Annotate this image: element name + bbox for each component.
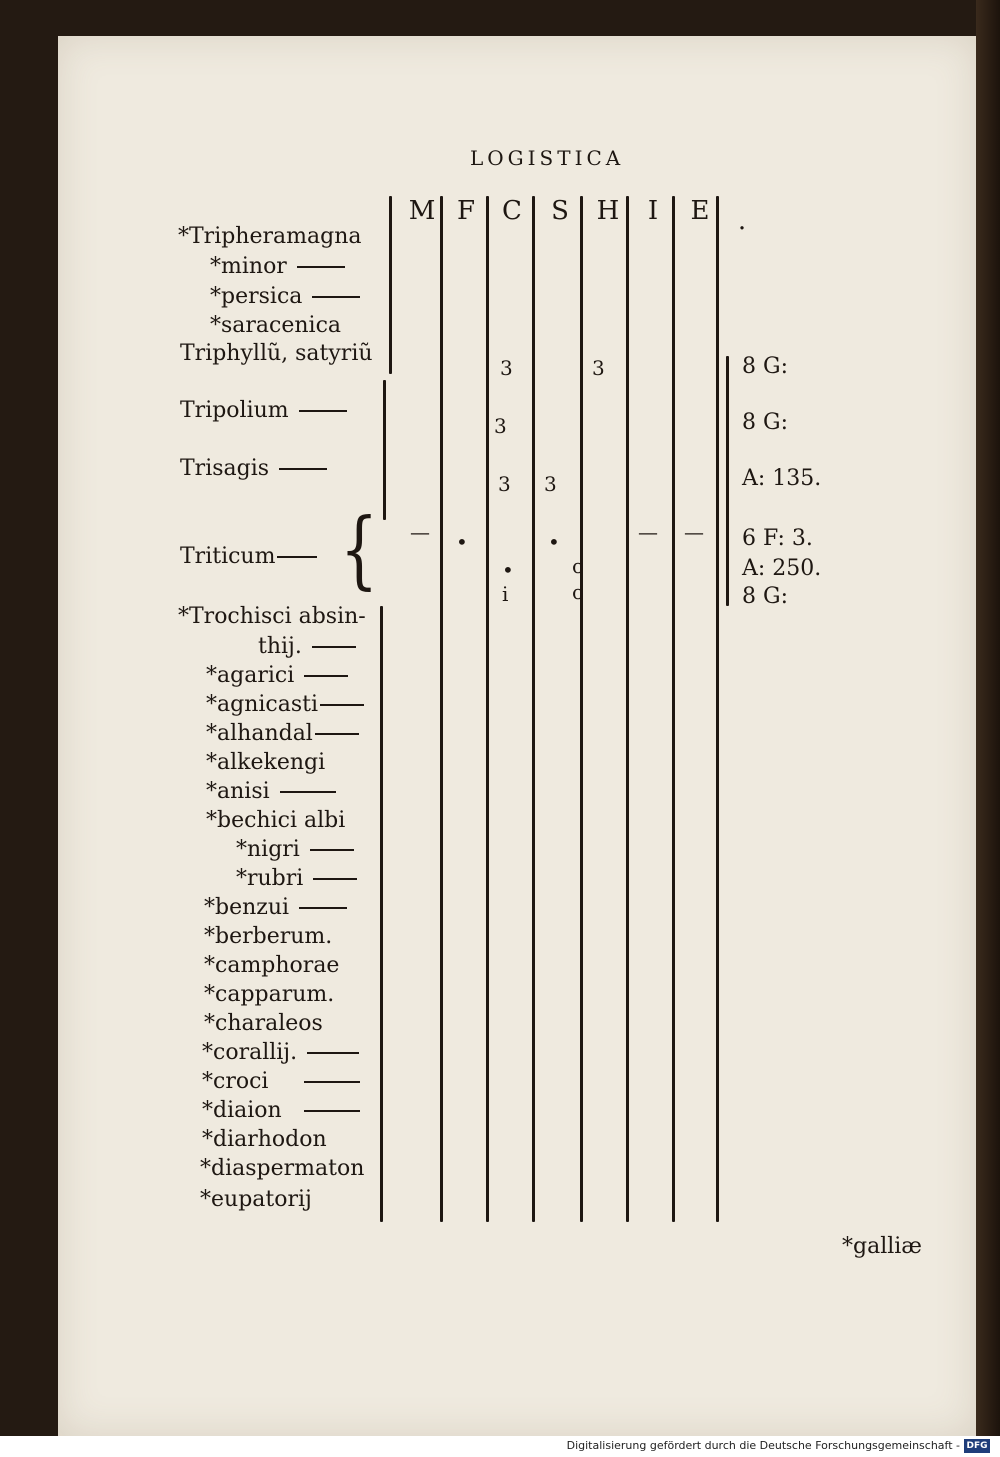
rule-s-h [580, 196, 583, 1222]
cell-triticum-i: — [638, 520, 658, 544]
entry-label: thij. [258, 636, 356, 658]
cell-triticum-m: — [410, 520, 430, 544]
entry-label: *Trochisci absin- [178, 604, 366, 629]
entry-label: *saracenica [210, 313, 342, 338]
entry-label: *agarici [206, 665, 348, 687]
cell-trisagis-s: 3 [544, 472, 557, 496]
rule-left-1 [389, 196, 392, 374]
entry-label: *capparum. [204, 982, 335, 1007]
ref-triphyllu: 8 G: [742, 354, 788, 379]
rule-f-c [486, 196, 489, 1222]
cell-triticum2-h: o [572, 554, 585, 578]
rule-m-f [440, 196, 443, 1222]
entry-label: *croci [202, 1071, 360, 1093]
cell-triticum3-h: o [572, 580, 585, 604]
column-header-h: H [596, 196, 620, 226]
rule-i-e [672, 196, 675, 1222]
rule-left-3 [380, 606, 383, 1222]
entry-label: *camphorae [204, 953, 340, 978]
entry-label: *corallij. [202, 1042, 359, 1064]
entry-label: *benzui [204, 897, 347, 919]
entry-label: *diarhodon [202, 1127, 327, 1152]
column-header-s: S [551, 196, 569, 226]
entry-label: *alhandal [206, 723, 359, 745]
column-header-i: I [647, 196, 659, 226]
entry-label: *rubri [236, 868, 357, 890]
entry-label: *alkekengi [206, 750, 326, 775]
dfg-logo-icon: DFG [964, 1439, 990, 1453]
cell-trisagis-c: 3 [498, 472, 511, 496]
cell-triticum-f: • [456, 530, 468, 554]
rule-ref [726, 356, 729, 606]
book-spine [976, 0, 1000, 1440]
entry-label: Trisagis [180, 458, 327, 480]
entry-label: *diaion [202, 1100, 360, 1122]
entry-label: Triphyllũ, satyriũ [180, 341, 373, 366]
ref-triticum-1: 6 F: 3. [742, 526, 813, 551]
entry-label: *bechici albi [206, 808, 346, 833]
footer-credit: Digitalisierung gefördert durch die Deutsche Forschungsgemeinschaft - [566, 1439, 960, 1452]
ref-tripolium: 8 G: [742, 410, 788, 435]
entry-label: *diaspermaton [200, 1156, 365, 1181]
column-header-c: C [502, 196, 522, 226]
column-header-m: M [408, 196, 436, 226]
cell-triticum2-c: • [502, 558, 514, 582]
entry-label: Tripolium [180, 400, 347, 422]
ref-trisagis: A: 135. [742, 466, 822, 491]
entry-label: *agnicasti [206, 694, 364, 716]
entry-label: *persica [210, 286, 360, 308]
entry-label: *eupatorij [200, 1187, 312, 1212]
cell-triphyllu-c: 3 [500, 356, 513, 380]
column-header-e: E [690, 196, 710, 226]
entry-label: *berberum. [204, 924, 333, 949]
running-head: LOGISTICA [470, 146, 625, 170]
entry-label: *charaleos [204, 1011, 323, 1036]
cell-tripolium-c: 3 [494, 414, 507, 438]
rule-c-s [532, 196, 535, 1222]
cell-triticum-s: • [548, 530, 560, 554]
rule-h-i [626, 196, 629, 1222]
rule-left-2 [383, 380, 386, 520]
cell-triphyllu-h: 3 [592, 356, 605, 380]
cell-triticum3-c: i [502, 582, 509, 606]
cell-triticum-e: — [684, 520, 704, 544]
ref-triticum-3: 8 G: [742, 584, 788, 609]
ref-triticum-2: A: 250. [742, 556, 822, 581]
header-dot: . [737, 206, 747, 236]
entry-label: *minor [210, 256, 345, 278]
entry-label: *nigri [236, 839, 354, 861]
catchword: *galliæ [842, 1234, 922, 1259]
entry-label: Triticum [180, 546, 317, 568]
column-header-f: F [456, 196, 476, 226]
entry-label: *Tripheramagna [178, 224, 362, 249]
entry-label: *anisi [206, 781, 336, 803]
triticum-brace: { [340, 501, 379, 599]
rule-e-right [716, 196, 719, 1222]
